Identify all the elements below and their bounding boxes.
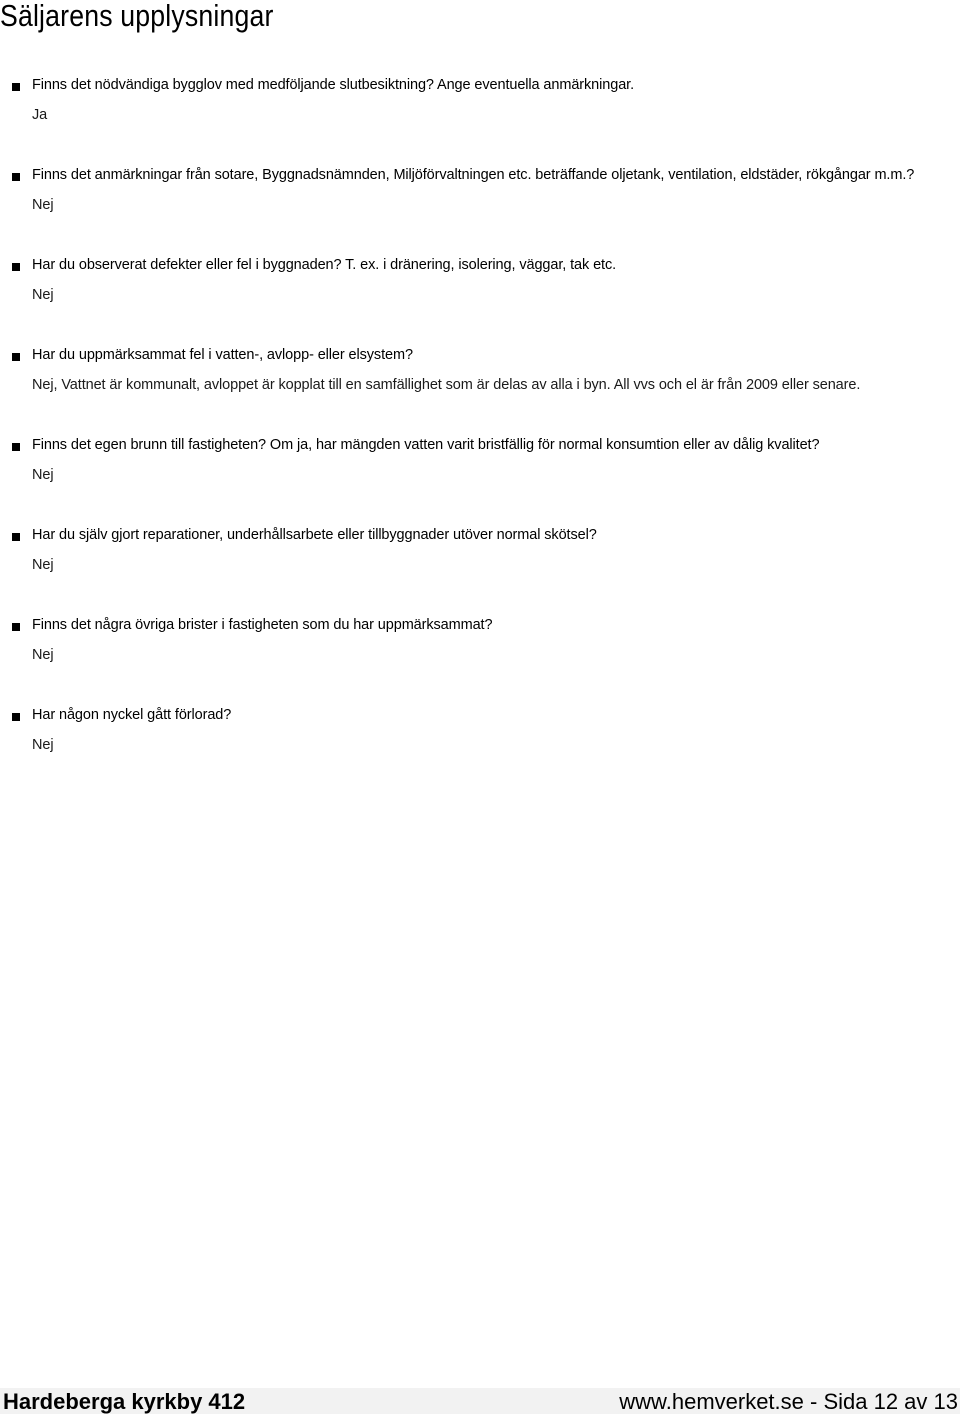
square-bullet-icon bbox=[12, 443, 20, 451]
square-bullet-icon bbox=[12, 623, 20, 631]
answer-text: Nej bbox=[32, 557, 54, 573]
answer-text: Nej bbox=[32, 647, 54, 663]
seller-disclosure-list bbox=[0, 70, 960, 790]
question-text: Har du observerat defekter eller fel i byggnaden? T. ex. i dränering, isolering, väggar, tak etc. bbox=[32, 257, 617, 273]
answer-text: Nej, Vattnet är kommunalt, avloppet är kopplat till en samfällighet som är delas av alla i byn. All vvs och el är från 2009 eller senare. bbox=[32, 377, 861, 393]
question-text: Finns det några övriga brister i fastigheten som du har uppmärksammat? bbox=[32, 617, 493, 633]
answer-text: Ja bbox=[32, 107, 48, 123]
square-bullet-icon bbox=[12, 533, 20, 541]
list-item bbox=[0, 160, 960, 220]
list-item bbox=[0, 700, 960, 760]
square-bullet-icon bbox=[12, 353, 20, 361]
question-text: Finns det nödvändiga bygglov med medföljande slutbesiktning? Ange eventuella anmärkningar. bbox=[32, 77, 635, 93]
answer-text: Nej bbox=[32, 467, 54, 483]
footer-property-name: Hardeberga kyrkby 412 bbox=[3, 1389, 246, 1414]
square-bullet-icon bbox=[12, 263, 20, 271]
square-bullet-icon bbox=[12, 713, 20, 721]
answer-text: Nej bbox=[32, 197, 54, 213]
page-footer bbox=[0, 1388, 960, 1414]
list-item bbox=[0, 520, 960, 580]
question-text: Har du uppmärksammat fel i vatten-, avlopp- eller elsystem? bbox=[32, 347, 413, 363]
list-item bbox=[0, 610, 960, 670]
list-item bbox=[0, 340, 960, 400]
page-title: Säljarens upplysningar bbox=[0, 0, 274, 33]
list-item bbox=[0, 70, 960, 130]
answer-text: Nej bbox=[32, 287, 54, 303]
answer-text: Nej bbox=[32, 737, 54, 753]
footer-page-info: www.hemverket.se - Sida 12 av 13 bbox=[619, 1389, 958, 1414]
square-bullet-icon bbox=[12, 173, 20, 181]
question-text: Har någon nyckel gått förlorad? bbox=[32, 707, 232, 723]
square-bullet-icon bbox=[12, 83, 20, 91]
question-text: Har du själv gjort reparationer, underhållsarbete eller tillbyggnader utöver normal skötsel? bbox=[32, 527, 597, 543]
list-item bbox=[0, 250, 960, 310]
question-text: Finns det anmärkningar från sotare, Byggnadsnämnden, Miljöförvaltningen etc. beträffande oljetank, ventilation, eldstäder, rökgångar m.m.? bbox=[32, 167, 915, 183]
question-text: Finns det egen brunn till fastigheten? Om ja, har mängden vatten varit bristfällig för normal konsumtion eller av dålig kvalitet? bbox=[32, 437, 820, 453]
list-item bbox=[0, 430, 960, 490]
